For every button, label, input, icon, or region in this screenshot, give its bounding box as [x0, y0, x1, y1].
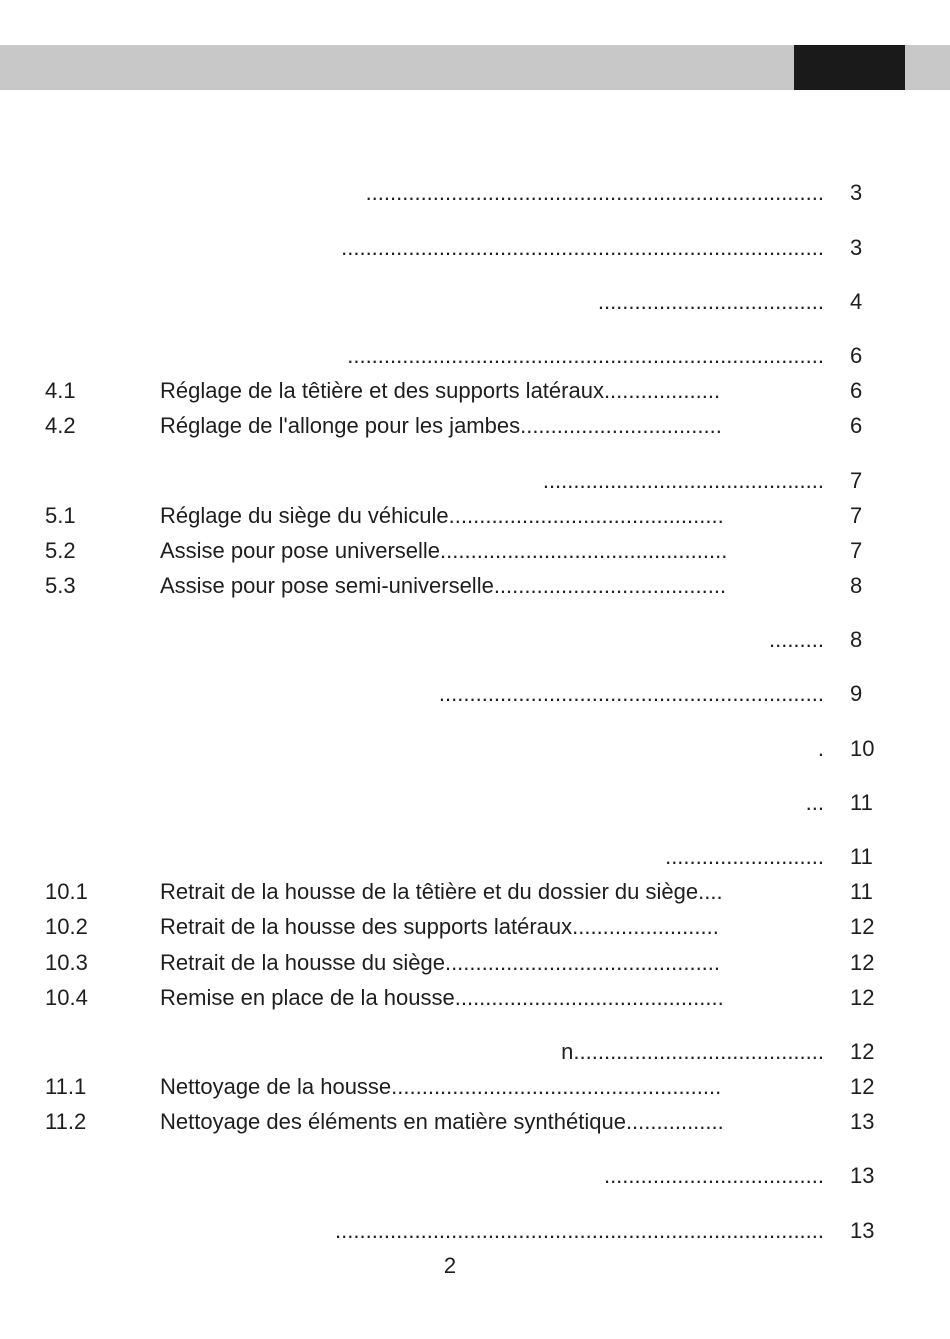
toc-page: 4 [850, 289, 863, 314]
toc-page: 11 [850, 879, 873, 904]
toc-title: Nettoyage de la housse...................................................... [160, 1074, 722, 1099]
toc-subentry [0, 1072, 950, 1102]
toc-entry [0, 1037, 950, 1067]
toc-entry [0, 1161, 950, 1191]
toc-leader: ........................................................................... [365, 180, 824, 205]
toc-entry [0, 734, 950, 764]
toc-subentry [0, 501, 950, 531]
toc-subentry [0, 1107, 950, 1137]
toc-leader: .......................... [665, 844, 824, 869]
toc-entry [0, 679, 950, 709]
toc-subentry [0, 536, 950, 566]
page-number: 2 [443, 1253, 457, 1278]
toc-leader: ......... [768, 627, 824, 652]
toc-entry [0, 233, 950, 263]
toc-number: 10.3 [45, 950, 88, 975]
toc-leader: ............................................................... [438, 681, 824, 706]
toc-page: 13 [850, 1218, 875, 1243]
toc-title: Assise pour pose universelle............................................... [160, 538, 728, 563]
toc-entry [0, 178, 950, 208]
toc-entry [0, 625, 950, 655]
toc-leader: n......................................... [561, 1039, 824, 1064]
header-tab [794, 45, 905, 90]
toc-page: 12 [850, 950, 875, 975]
toc-page: 7 [850, 538, 863, 563]
toc-leader: ................................................................................ [335, 1218, 824, 1243]
toc-title: Réglage de la têtière et des supports latéraux................... [160, 378, 721, 403]
toc-page: 11 [850, 844, 873, 869]
toc-number: 4.1 [45, 378, 76, 403]
toc-leader: . [817, 736, 824, 761]
toc-leader: ............................................................................... [341, 235, 824, 260]
toc-entry [0, 341, 950, 371]
toc-number: 11.2 [45, 1109, 87, 1134]
toc-title: Réglage du siège du véhicule............................................. [160, 503, 724, 528]
toc-page: 9 [850, 681, 863, 706]
toc-subentry [0, 411, 950, 441]
toc-page: 6 [850, 413, 863, 438]
toc-page: 12 [850, 1074, 875, 1099]
toc-page: 7 [850, 503, 863, 528]
toc-page: 13 [850, 1163, 875, 1188]
toc-page: 8 [850, 573, 863, 598]
toc-page: 10 [850, 736, 875, 761]
toc-title: Retrait de la housse du siège............................................. [160, 950, 721, 975]
toc-subentry [0, 571, 950, 601]
toc-page: 13 [850, 1109, 875, 1134]
toc-title: Assise pour pose semi-universelle...................................... [160, 573, 727, 598]
toc-page: 3 [850, 180, 863, 205]
toc-leader: .............................................. [542, 468, 824, 493]
toc-subentry [0, 983, 950, 1013]
toc-entry [0, 1216, 950, 1246]
toc-page: 3 [850, 235, 863, 260]
toc-page: 8 [850, 627, 863, 652]
toc-number: 10.2 [45, 914, 88, 939]
toc-number: 11.1 [45, 1074, 87, 1099]
toc-page: 12 [850, 985, 875, 1010]
toc-subentry [0, 948, 950, 978]
toc-page: 7 [850, 468, 863, 493]
toc-entry [0, 788, 950, 818]
toc-entry [0, 842, 950, 872]
toc-subentry [0, 912, 950, 942]
toc-leader: .................................... [603, 1163, 824, 1188]
toc-subentry [0, 877, 950, 907]
toc-leader: ... [805, 790, 824, 815]
toc-number: 10.4 [45, 985, 88, 1010]
toc-number: 4.2 [45, 413, 76, 438]
toc-page: 12 [850, 914, 875, 939]
toc-page: 6 [850, 378, 863, 403]
toc-number: 5.1 [45, 503, 76, 528]
toc-title: Retrait de la housse des supports latéraux........................ [160, 914, 719, 939]
toc-entry [0, 466, 950, 496]
toc-leader: ..................................... [597, 289, 824, 314]
toc-title: Nettoyage des éléments en matière synthétique................ [160, 1109, 724, 1134]
toc-number: 5.2 [45, 538, 76, 563]
toc-page: 11 [850, 790, 873, 815]
toc-page: 6 [850, 343, 863, 368]
toc-title: Réglage de l'allonge pour les jambes................................. [160, 413, 722, 438]
toc-title: Retrait de la housse de la têtière et du dossier du siège.... [160, 879, 723, 904]
toc-number: 5.3 [45, 573, 76, 598]
toc-title: Remise en place de la housse............................................ [160, 985, 724, 1010]
toc-entry [0, 287, 950, 317]
toc-subentry [0, 376, 950, 406]
toc-page: 12 [850, 1039, 875, 1064]
toc-leader: .............................................................................. [347, 343, 824, 368]
toc-number: 10.1 [45, 879, 88, 904]
